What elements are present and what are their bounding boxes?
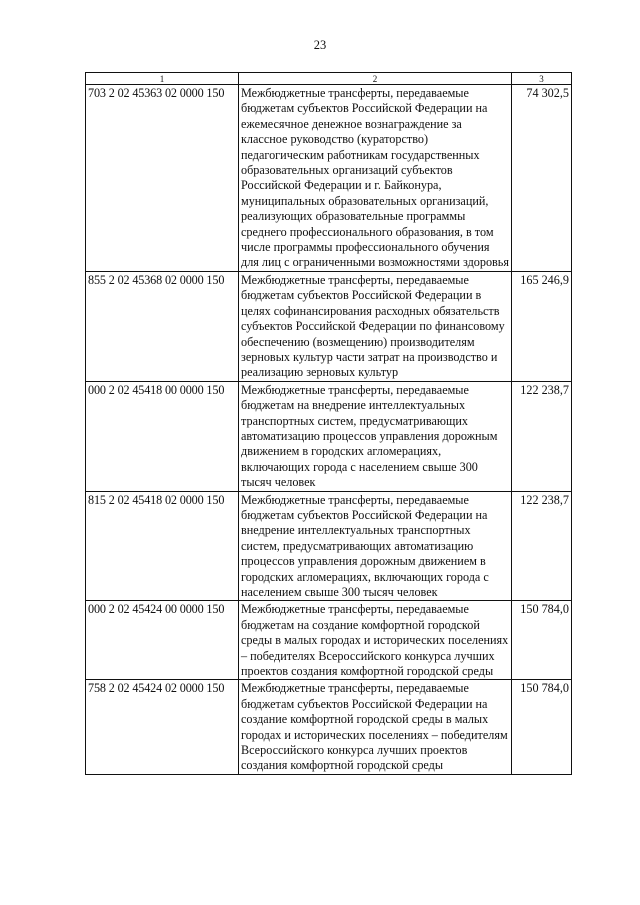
amount: 165 246,9: [512, 271, 572, 381]
table-row: [86, 491, 572, 601]
amount: 150 784,0: [512, 601, 572, 680]
table-body: [86, 85, 572, 775]
budget-code: 855 2 02 45368 02 0000 150: [86, 271, 239, 381]
transfer-description: Межбюджетные трансферты, передаваемые бюджетам субъектов Российской Федерации на внедрение интеллектуальных транспортных систем, предусматривающих автоматизацию процессов управления дорожным движением в городских агломерациях, включающих города с населением свыше 300 тысяч человек: [239, 491, 512, 601]
column-header-amount: 3: [512, 73, 572, 85]
table-row: [86, 601, 572, 680]
transfer-description: Межбюджетные трансферты, передаваемые бюджетам субъектов Российской Федерации в целях софинансирования расходных обязательств субъектов Российской Федерации по финансовому обеспечению (возмещению) производителям зерновых культур части затрат на производство и реализацию зерновых культур: [239, 271, 512, 381]
budget-code: 703 2 02 45363 02 0000 150: [86, 85, 239, 272]
table-row: [86, 271, 572, 381]
table-header: [86, 73, 572, 85]
budget-code: 000 2 02 45418 00 0000 150: [86, 381, 239, 491]
amount: 74 302,5: [512, 85, 572, 272]
column-header-code: 1: [86, 73, 239, 85]
transfer-description: Межбюджетные трансферты, передаваемые бюджетам субъектов Российской Федерации на создание комфортной городской среды в малых городах и исторических поселениях – победителям Всероссийского конкурса лучших проектов создания комфортной городской среды: [239, 680, 512, 774]
budget-table: [85, 72, 572, 775]
budget-code: 000 2 02 45424 00 0000 150: [86, 601, 239, 680]
amount: 122 238,7: [512, 381, 572, 491]
amount: 122 238,7: [512, 491, 572, 601]
transfer-description: Межбюджетные трансферты, передаваемые бюджетам субъектов Российской Федерации на ежемесячное денежное вознаграждение за классное руководство (кураторство) педагогическим работникам государственных образовательных организаций субъектов Российской Федерации и г. Байконура, муниципальных образовательных организаций, реализующих образовательные программы среднего профессионального образования, в том числе программы профессионального обучения для лиц с ограниченными возможностями здоровья: [239, 85, 512, 272]
transfer-description: Межбюджетные трансферты, передаваемые бюджетам на внедрение интеллектуальных транспортных систем, предусматривающих автоматизацию процессов управления дорожным движением в городских агломерациях, включающих города с населением свыше 300 тысяч человек: [239, 381, 512, 491]
budget-code: 758 2 02 45424 02 0000 150: [86, 680, 239, 774]
page-number: 23: [313, 38, 327, 52]
table-row: [86, 381, 572, 491]
transfer-description: Межбюджетные трансферты, передаваемые бюджетам на создание комфортной городской среды в малых городах и исторических поселениях – победителях Всероссийского конкурса лучших проектов создания комфортной городской среды: [239, 601, 512, 680]
table-row: [86, 85, 572, 272]
header-row: [86, 73, 572, 85]
budget-code: 815 2 02 45418 02 0000 150: [86, 491, 239, 601]
column-header-description: 2: [239, 73, 512, 85]
amount: 150 784,0: [512, 680, 572, 774]
table-row: [86, 680, 572, 774]
